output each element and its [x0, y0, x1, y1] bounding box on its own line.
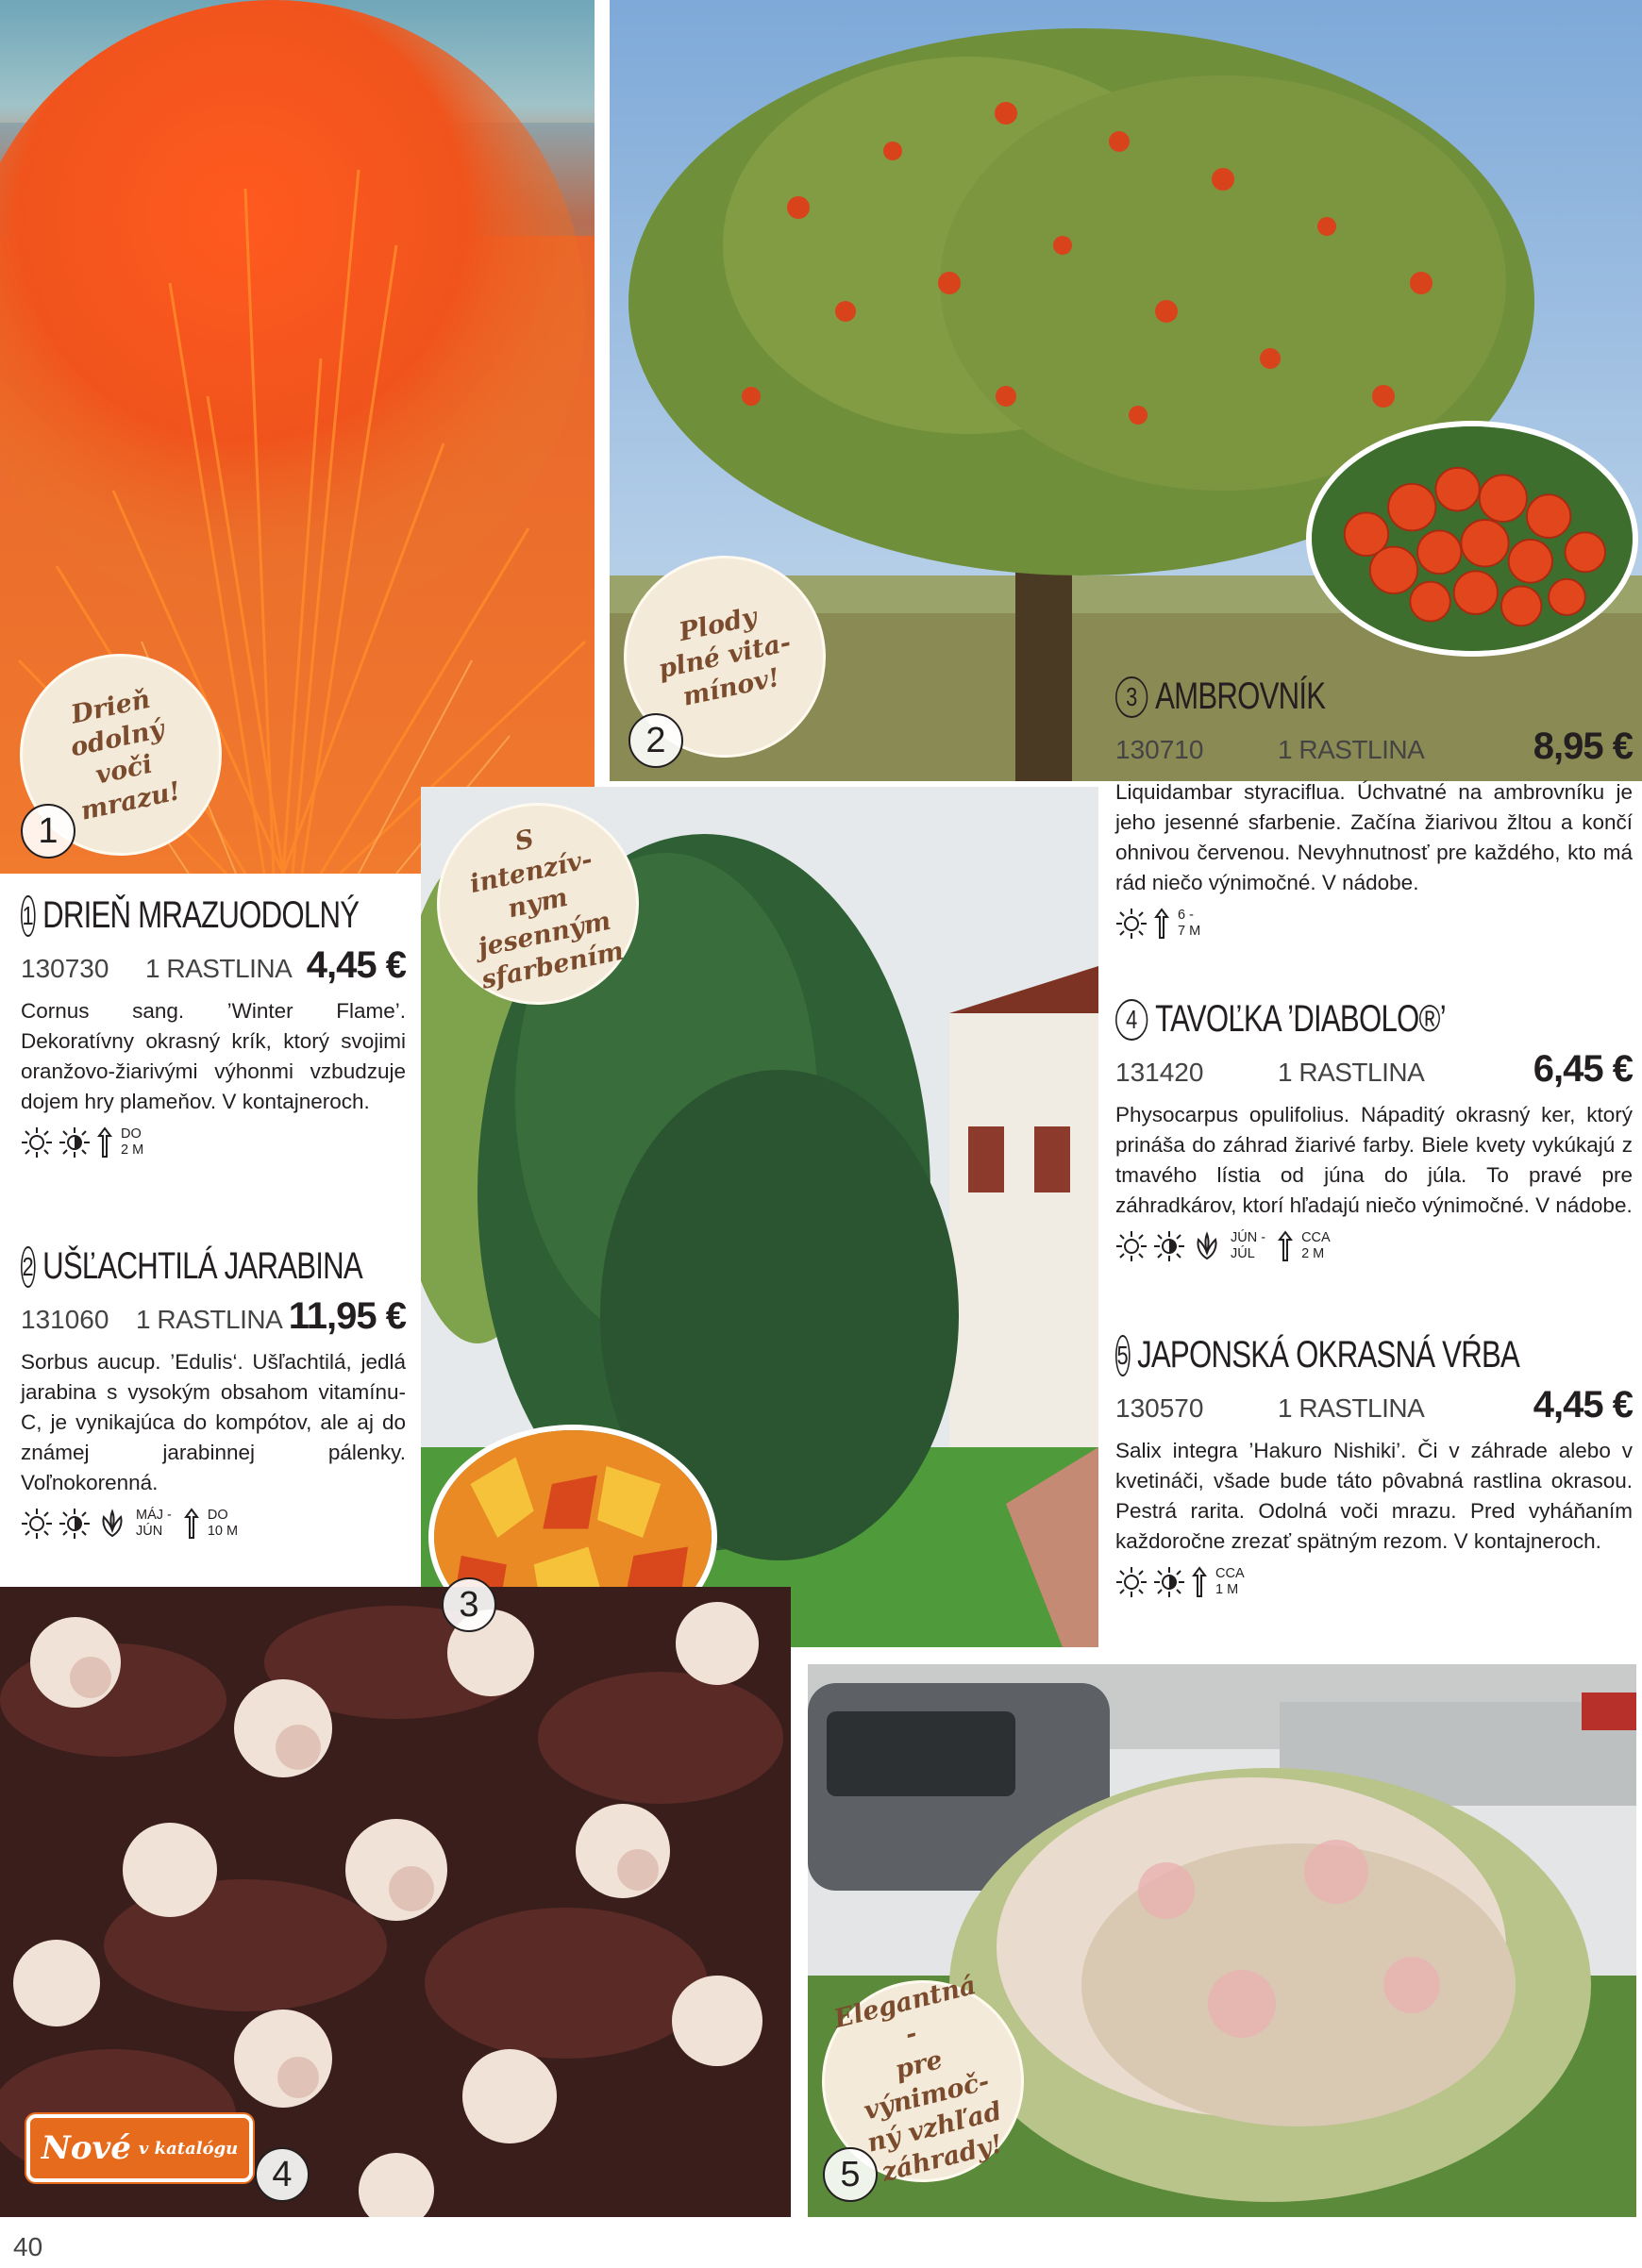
product-description: Cornus sang. ’Winter Flame’. Dekoratívny okrasný krík, ktorý svojimi oranžovo-žiarivými výhonmi vzbudzuje dojem hry plameňov. V kontajneroch.: [21, 999, 406, 1113]
height-arrow-icon: [1277, 1230, 1294, 1262]
product-unit: 1 RASTLINA: [1278, 1058, 1425, 1087]
product-name: DRIEŇ MRAZUODOLNÝ: [42, 894, 360, 936]
height-label: DO 10 M: [207, 1508, 239, 1539]
product-care-icons: [1115, 908, 1633, 940]
product-meta: [1115, 1384, 1633, 1426]
new-in-catalog-badge: [26, 2114, 253, 2182]
product-price: 4,45 €: [306, 944, 406, 986]
product-tavolka-diabolo: [1115, 998, 1633, 1262]
page-number: 40: [13, 2232, 43, 2261]
product-uslachtila-jarabina: [21, 1245, 406, 1540]
height-label: DO 2 M: [121, 1126, 144, 1158]
half-sun-icon: [59, 1508, 91, 1540]
badge-ambrovnik-autumn-color: S intenzív- nym jesenným sfarbením: [428, 794, 647, 1013]
product-price: 4,45 €: [1533, 1384, 1633, 1426]
product-description: Sorbus aucup. ’Edulis‘. Ušľachtilá, jedlá jarabina s vysokým obsahom vitamínu-C, je vynikajúca do kompótov, ale aj do známej jarabinnej pálenky. Voľnokorenná.: [21, 1350, 406, 1494]
flower-icon: [96, 1508, 128, 1540]
new-label: Nové: [41, 2129, 131, 2167]
product-number: 4: [1115, 999, 1148, 1041]
product-number: 1: [21, 895, 35, 937]
product-care-icons: [21, 1508, 406, 1540]
sun-icon: [1115, 908, 1148, 940]
product-number: 5: [1115, 1335, 1130, 1376]
height-arrow-icon: [1153, 908, 1170, 940]
height-label: 6 - 7 M: [1178, 908, 1201, 939]
badge-drien-frost-resistant: Drieň odolný voči mrazu!: [11, 645, 230, 864]
product-number: 3: [1115, 676, 1148, 718]
product-meta: [1115, 725, 1633, 768]
flower-icon: [1191, 1230, 1223, 1262]
height-label: CCA 1 M: [1215, 1566, 1245, 1597]
product-code: 131420: [1115, 1058, 1204, 1087]
photo-number-1: 1: [21, 804, 75, 859]
badge-vrba-elegant: Elegantná - pre výnimoč- ný vzhľad záhrady!: [811, 1969, 1035, 2193]
product-name: JAPONSKÁ OKRASNÁ VŔBA: [1137, 1334, 1520, 1376]
product-price: 11,95 €: [288, 1295, 406, 1337]
photo-number-5: 5: [823, 2147, 878, 2202]
sun-icon: [1115, 1230, 1148, 1262]
product-japonska-okrasna-vrba: [1115, 1334, 1633, 1598]
product-title: [21, 894, 360, 937]
badge-jarabina-vitamins: Plody plné vita- mínov!: [615, 547, 834, 766]
height-arrow-icon: [183, 1508, 200, 1540]
product-code: 130570: [1115, 1393, 1204, 1423]
product-unit: 1 RASTLINA: [1278, 1393, 1425, 1423]
photo-sorbus-berries-inset: [1306, 421, 1638, 657]
product-drien-mrazuodolny: [21, 894, 406, 1159]
in-catalog-label: v katalógu: [138, 2138, 239, 2159]
product-code: 130730: [21, 954, 109, 983]
bloom-label: MÁJ - JÚN: [136, 1508, 172, 1539]
product-number: 2: [21, 1246, 35, 1288]
bloom-label: JÚN - JÚL: [1231, 1230, 1266, 1261]
product-description: Salix integra ’Hakuro Nishiki’. Či v záhrade alebo v kvetináči, všade bude táto pôvabná rastlina okrasou. Pestrá rarita. Odolná voči mrazu. Pred vyháňaním každoročne zrezať spätným rezom. V kontajneroch.: [1115, 1439, 1633, 1553]
product-meta: [21, 1295, 406, 1338]
half-sun-icon: [1153, 1566, 1185, 1598]
photo-number-3: 3: [442, 1577, 496, 1632]
product-title: [1115, 1334, 1518, 1376]
product-code: 131060: [21, 1305, 109, 1334]
product-name: AMBROVNÍK: [1155, 675, 1326, 717]
product-ambrovnik: [1115, 675, 1633, 940]
product-unit: 1 RASTLINA: [136, 1305, 283, 1334]
product-name: TAVOĽKA ’DIABOLO®’: [1155, 998, 1446, 1040]
photo-number-2: 2: [628, 713, 683, 768]
product-care-icons: [21, 1126, 406, 1159]
product-meta: [21, 944, 406, 987]
product-name: UŠĽACHTILÁ JARABINA: [42, 1245, 362, 1287]
product-price: 6,45 €: [1533, 1048, 1633, 1090]
height-arrow-icon: [96, 1126, 113, 1159]
product-care-icons: [1115, 1230, 1633, 1262]
sun-icon: [21, 1508, 53, 1540]
sun-icon: [1115, 1566, 1148, 1598]
product-price: 8,95 €: [1533, 725, 1633, 767]
half-sun-icon: [59, 1126, 91, 1159]
product-care-icons: [1115, 1566, 1633, 1598]
height-label: CCA 2 M: [1301, 1230, 1331, 1261]
product-meta: [1115, 1048, 1633, 1091]
half-sun-icon: [1153, 1230, 1185, 1262]
product-title: [1115, 675, 1518, 718]
height-arrow-icon: [1191, 1566, 1208, 1598]
product-title: [1115, 998, 1518, 1041]
sun-icon: [21, 1126, 53, 1159]
product-unit: 1 RASTLINA: [145, 954, 293, 983]
product-description: Liquidambar styraciflua. Úchvatné na ambrovníku je jeho jesenné sfarbenie. Začína žiarivou žltou a končí ohnivou červenou. Nevyhnutnosť pre každého, kto má rád niečo výnimočné. V nádobe.: [1115, 780, 1633, 894]
product-unit: 1 RASTLINA: [1278, 735, 1425, 764]
product-title: [21, 1245, 362, 1288]
photo-number-4: 4: [255, 2147, 310, 2202]
product-description: Physocarpus opulifolius. Nápaditý okrasný ker, ktorý prináša do záhrad žiarivé farby. Biele kvety vykúkajú z tmavého lístia od júna do júla. To pravé pre záhradkárov, ktorí hľadajú niečo výnimočné. V nádobe.: [1115, 1103, 1633, 1217]
product-code: 130710: [1115, 735, 1204, 764]
